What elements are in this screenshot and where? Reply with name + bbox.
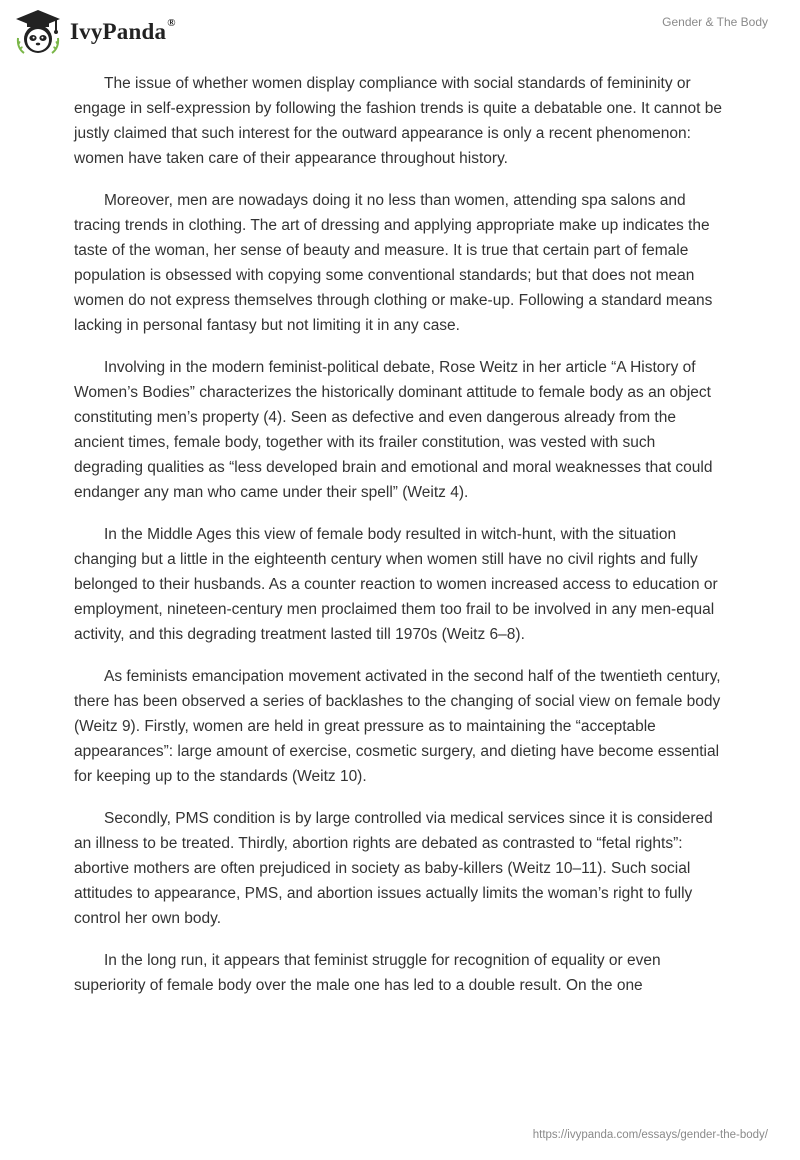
document-title: Gender & The Body bbox=[662, 15, 768, 29]
paragraph: Secondly, PMS condition is by large controlled via medical services since it is considered an illness to be treated. Thirdly, abortion rights are debated as contrasted to “fetal rights”: abortive mothers are often prejudiced in society as baby-killers (Weitz 10–11). Such social attitudes to appearance, PMS, and abortion issues actually limits the woman’s right to fully control her own body. bbox=[74, 810, 713, 927]
paragraph: Moreover, men are nowadays doing it no less than women, attending spa salons and tracing trends in clothing. The art of dressing and applying appropriate make up indicates the taste of the woman, her sense of beauty and measure. It is true that certain part of female population is obsessed with copying some conventional standards; but that does not mean women do not express themselves through clothing or make-up. Following a standard means lacking in personal fantasy but not limiting it in any case. bbox=[74, 192, 713, 334]
brand-logo[interactable] bbox=[14, 8, 176, 56]
paragraph: The issue of whether women display compliance with social standards of femininity or engage in self-expression by following the fashion trends is quite a debatable one. It cannot be justly claimed that such interest for the outward appearance is only a recent phenomenon: women have taken care of their appearance throughout history. bbox=[74, 75, 722, 167]
panda-graduation-cap-icon bbox=[14, 8, 62, 56]
essay-body bbox=[74, 71, 726, 1015]
brand-name: IvyPanda® bbox=[70, 17, 176, 44]
paragraph: In the long run, it appears that feminist struggle for recognition of equality or even superiority of female body over the male one has led to a double result. On the one bbox=[74, 952, 661, 994]
page-header bbox=[0, 0, 800, 70]
registered-mark: ® bbox=[167, 17, 176, 29]
paragraph: As feminists emancipation movement activated in the second half of the twentieth century, there has been observed a series of backlashes to the changing of social view on female body (Weitz 9). Firstly, women are held in great pressure as to maintaining the “acceptable appearances”: large amount of exercise, cosmetic surgery, and dieting have become essential for keeping up to the standards (Weitz 10). bbox=[74, 668, 721, 785]
source-url-link[interactable]: https://ivypanda.com/essays/gender-the-body/ bbox=[532, 1129, 768, 1141]
paragraph: In the Middle Ages this view of female body resulted in witch-hunt, with the situation changing but a little in the eighteenth century when women still have no civil rights and fully belonged to their husbands. As a counter reaction to women increased access to education or employment, nineteen-century men proclaimed them too frail to be involved in any men-equal activity, and this degrading treatment lasted till 1970s (Weitz 6–8). bbox=[74, 526, 718, 643]
paragraph: Involving in the modern feminist-political debate, Rose Weitz in her article “A History of Women’s Bodies” characterizes the historically dominant attitude to female body as an object constituting men’s property (4). Seen as defective and even dangerous already from the ancient times, female body, together with its frailer constitution, was vested with such degrading qualities as “less developed brain and emotional and moral weaknesses that could endanger any man who came under their spell” (Weitz 4). bbox=[74, 359, 713, 501]
